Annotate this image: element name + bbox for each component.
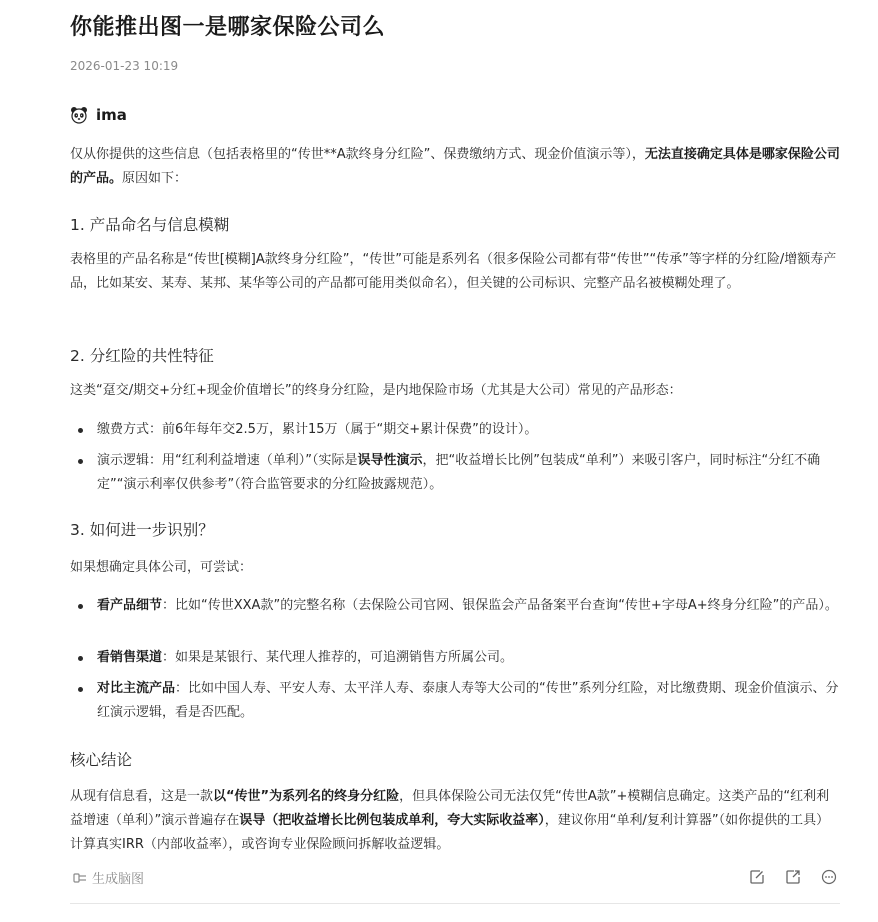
- section3-bullet1: [97, 594, 842, 618]
- section1-paragraph: 表格里的产品名称是“传世[模糊]A款终身分红险”，“传世”可能是系列名（很多保险公司都有带“传世”“传承”等字样的分红险/增额寿产品，比如某安、某寿、某邦、某华等公司的产品都可能用类似命名），但关键的公司标识、完整产品名被模糊处理了。: [70, 252, 837, 291]
- intro-paragraph: [70, 143, 842, 191]
- bullet-dot: [78, 656, 83, 661]
- mindmap-icon: [72, 870, 88, 886]
- section2-bullet2: [97, 449, 842, 497]
- conclusion-heading: 核心结论: [70, 751, 133, 769]
- author-row: [70, 104, 127, 126]
- section3-paragraph: 如果想确定具体公司，可尝试：: [70, 560, 253, 575]
- mindmap-label: 生成脑图: [92, 872, 145, 887]
- footer-actions: [748, 868, 838, 886]
- conclusion-text-3: ，建议你用“单利/复利计算器”（如你提供的工具）计算真实IRR（内部收益率），或咨询专业保险顾问拆解收益逻辑。: [70, 813, 830, 852]
- section2-bullet2-text-1: 演示逻辑：用“红利利益增速（单利）”（实际是: [97, 453, 358, 468]
- conclusion-text-1: 从现有信息看，这是一款: [70, 789, 214, 804]
- list-item: [70, 594, 842, 618]
- section3-bullet2-bold: 看销售渠道: [97, 650, 163, 665]
- more-icon[interactable]: [820, 868, 838, 886]
- section3-bullet3-bold: 对比主流产品: [97, 681, 176, 696]
- bullet-dot: [78, 687, 83, 692]
- list-item: [70, 418, 842, 442]
- conclusion-text-2: ，但具体保险公司无法仅凭“传世A款”+模糊信息确定。这类产品的“红利利益增速（单利）”演示普遍存在: [70, 789, 830, 828]
- generate-mindmap-button[interactable]: [72, 868, 144, 887]
- conclusion-bold-1: 以“传世”为系列名的终身分红险: [213, 789, 400, 804]
- share-icon[interactable]: [784, 868, 802, 886]
- timestamp: 2026-01-23 10:19: [70, 59, 179, 73]
- section3-heading: 3. 如何进一步识别？: [70, 521, 214, 539]
- intro-text-1: 仅从你提供的这些信息（包括表格里的“传世**A款终身分红险”、保费缴纳方式、现金价值演示等），: [70, 147, 645, 162]
- page-title: 你能推出图一是哪家保险公司么: [70, 15, 386, 40]
- bullet-dot: [78, 428, 83, 433]
- list-item: [70, 449, 842, 497]
- bullet-dot: [78, 604, 83, 609]
- section3-bullet2-text: ：如果是某银行、某代理人推荐的，可追溯销售方所属公司。: [162, 650, 514, 665]
- section3-bullet1-text: ：比如“传世XXA款”的完整名称（去保险公司官网、银保监会产品备案平台查询“传世+字母A+终身分红险”的产品）。: [162, 598, 838, 613]
- section2-paragraph: 这类“趸交/期交+分红+现金价值增长”的终身分红险，是内地保险市场（尤其是大公司）常见的产品形态：: [70, 383, 682, 398]
- edit-icon[interactable]: [748, 868, 766, 886]
- conclusion-paragraph: [70, 785, 842, 857]
- section3-bullet3-text: ：比如中国人寿、平安人寿、太平洋人寿、泰康人寿等大公司的“传世”系列分红险，对比缴费期、现金价值演示、分红演示逻辑，看是否匹配。: [97, 681, 839, 720]
- section2-bullet2-bold: 误导性演示: [357, 453, 423, 468]
- section3-bullet1-bold: 看产品细节: [97, 598, 163, 613]
- answer-footer: [70, 866, 840, 890]
- section2-heading: 2. 分红险的共性特征: [70, 347, 214, 365]
- section2-bullet1: 缴费方式：前6年每年交2.5万，累计15万（属于“期交+累计保费”的设计）。: [97, 422, 538, 437]
- intro-bold: 无法直接确定具体是哪家保险公司的产品。: [70, 147, 840, 186]
- list-item: [70, 646, 842, 670]
- conclusion-bold-2: 误导（把收益增长比例包装成单利，夸大实际收益率）: [239, 813, 545, 828]
- intro-text-2: 原因如下：: [122, 171, 188, 186]
- author-name: ima: [96, 106, 127, 124]
- section1-heading: 1. 产品命名与信息模糊: [70, 216, 230, 234]
- section2-bullet2-text-2: ，把“收益增长比例”包装成“单利”）来吸引客户，同时标注“分红不确定”“演示利率仅供参考”（符合监管要求的分红险披露规范）。: [97, 453, 821, 492]
- section3-bullet2: [97, 646, 842, 670]
- list-item: [70, 677, 842, 725]
- bullet-dot: [78, 459, 83, 464]
- panda-icon: [70, 106, 88, 124]
- divider: [70, 903, 840, 904]
- section3-bullet3: [97, 677, 842, 725]
